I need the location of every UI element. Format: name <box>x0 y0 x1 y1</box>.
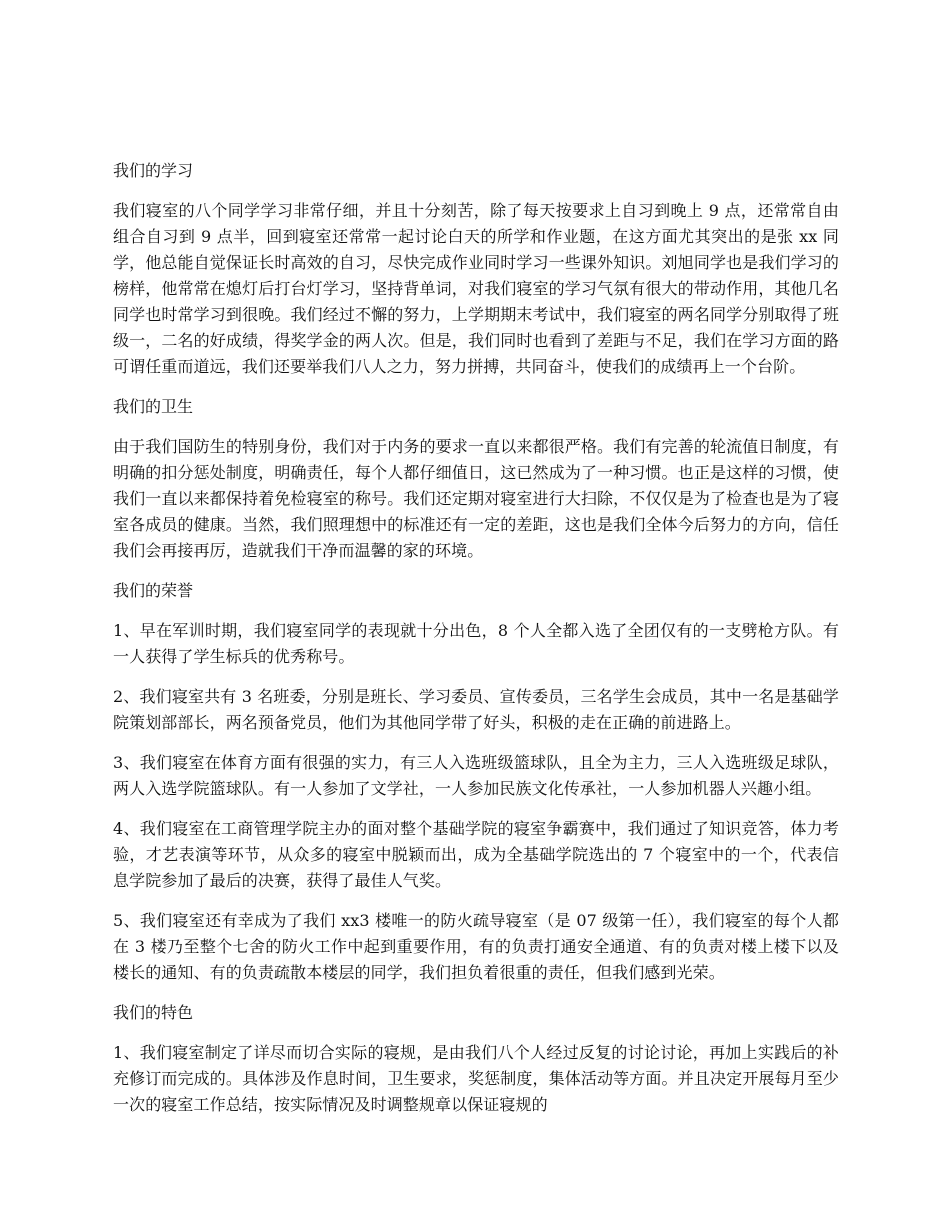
section-heading: 我们的学习 <box>113 161 194 180</box>
paragraph: 我们寝室的八个同学学习非常仔细，并且十分刻苦，除了每天按要求上自习到晚上 9 点，还常常自由组合自习到 9 点半，回到寝室还常常一起讨论白天的所学和作业题，在这方面尤其突出的是张 xx 同学，他总能自觉保证长时高效的自习，尽快完成作业同时学习一些课外知识。刘旭同学也是我们学习的榜样，他常常在熄灯后打台灯学习，坚持背单词，对我们寝室的学习气氛有很大的带动作用，其他几名同学也时常学习到很晚。我们经过不懈的努力，上学期期末考试中，我们寝室的两名同学分别取得了班级一，二名的好成绩，得奖学金的两人次。但是，我们同时也看到了差距与不足，我们在学习方面的路可谓任重而道远，我们还要举我们八人之力，努力拼搏，共同奋斗，使我们的成绩再上一个台阶。 <box>113 201 839 376</box>
section-heading: 我们的特色 <box>113 1003 194 1022</box>
section-features <box>113 1000 839 1118</box>
section-honors <box>113 578 839 986</box>
paragraph: 由于我们国防生的特别身份，我们对于内务的要求一直以来都很严格。我们有完善的轮流值日制度，有明确的扣分惩处制度，明确责任，每个人都仔细值日，这已然成为了一种习惯。也正是这样的习惯，使我们一直以来都保持着免检寝室的称号。我们还定期对寝室进行大扫除，不仅仅是为了检查也是为了寝室各成员的健康。当然，我们照理想中的标准还有一定的差距，这也是我们全体今后努力的方向，信任我们会再接再厉，造就我们干净而温馨的家的环境。 <box>113 437 839 560</box>
list-item: 3、我们寝室在体育方面有很强的实力，有三人入选班级篮球队，且全为主力，三人入选班级足球队，两人入选学院篮球队。有一人参加了文学社，一人参加民族文化传承社，一人参加机器人兴趣小组。 <box>113 753 839 798</box>
list-item: 4、我们寝室在工商管理学院主办的面对整个基础学院的寝室争霸赛中，我们通过了知识竞答，体力考验，才艺表演等环节，从众多的寝室中脱颖而出，成为全基础学院选出的 7 个寝室中的一个，代表信息学院参加了最后的决赛，获得了最佳人气奖。 <box>113 819 839 890</box>
section-heading: 我们的卫生 <box>113 397 194 416</box>
list-item: 1、我们寝室制定了详尽而切合实际的寝规，是由我们八个人经过反复的讨论讨论，再加上实践后的补充修订而完成的。具体涉及作息时间，卫生要求，奖惩制度，集体活动等方面。并且决定开展每月至少一次的寝室工作总结，按实际情况及时调整规章以保证寝规的 <box>113 1043 839 1114</box>
list-item: 5、我们寝室还有幸成为了我们 xx3 楼唯一的防火疏导寝室（是 07 级第一任），我们寝室的每个人都在 3 楼乃至整个七舍的防火工作中起到重要作用，有的负责打通安全通道、有的负责对楼上楼下以及楼长的通知、有的负责疏散本楼层的同学，我们担负着很重的责任，但我们感到光荣。 <box>113 911 839 982</box>
section-study <box>113 158 839 380</box>
section-hygiene <box>113 394 839 564</box>
list-item: 2、我们寝室共有 3 名班委，分别是班长、学习委员、宣传委员，三名学生会成员，其中一名是基础学院策划部部长，两名预备党员，他们为其他同学带了好头，积极的走在正确的前进路上。 <box>113 687 839 732</box>
document-page <box>113 158 839 1132</box>
list-item: 1、早在军训时期，我们寝室同学的表现就十分出色，8 个人全都入选了全团仅有的一支劈枪方队。有一人获得了学生标兵的优秀称号。 <box>113 621 839 666</box>
section-heading: 我们的荣誉 <box>113 581 194 600</box>
